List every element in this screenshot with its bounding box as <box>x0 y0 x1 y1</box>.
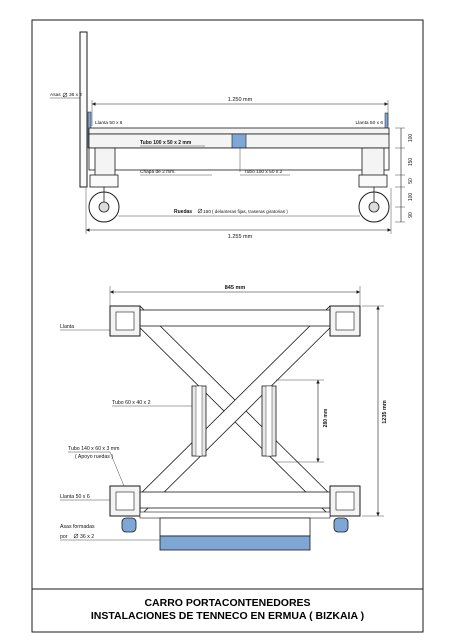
side-top-dim: 1.250 mm <box>227 97 253 103</box>
top-rail <box>110 310 360 326</box>
v-dim-1: 150 <box>408 157 414 167</box>
plan-tubo140-label: Tubo 140 x 60 x 3 mm <box>68 446 120 452</box>
title-line-1: CARRO PORTACONTENEDORES <box>144 597 311 609</box>
right-wheel-hub <box>369 202 379 212</box>
plan-asas-line2: por <box>60 534 68 540</box>
bottom-rail <box>110 492 360 508</box>
v-dim-3: 100 <box>408 192 414 202</box>
chassis-right-post <box>362 148 384 178</box>
bottom-plate <box>140 512 330 518</box>
ruedas-note: ( delanteras fijas, traseras giratorias ) <box>212 209 288 214</box>
wheel-left-plan <box>122 518 136 532</box>
plan-asas-dim: 36 x 2 <box>80 534 95 540</box>
plan-view <box>60 285 388 550</box>
left-wheel-hub <box>99 202 109 212</box>
right-wheel-bracket <box>359 175 387 187</box>
plan-asas-line1: Asas formadas <box>60 524 95 530</box>
ruedas-dim: 160 <box>203 210 212 215</box>
handle-frame <box>160 518 310 536</box>
side-view <box>50 32 414 240</box>
plan-apoyo-label: ( Apoyo ruedas ) <box>75 454 114 460</box>
llanta-right-label: Llanta 50 x 6 <box>355 121 383 126</box>
asas-dim: 36 x 2 <box>69 93 83 98</box>
asas-label: Asas <box>50 93 61 98</box>
llanta-left-label: Llanta 50 x 6 <box>95 121 123 126</box>
plan-280-dim: 280 mm <box>323 408 329 428</box>
v-dim-0: 100 <box>408 133 414 143</box>
platform-plate <box>89 128 389 134</box>
lower-chassis <box>89 148 389 170</box>
side-bottom-dim: 1.255 mm <box>227 234 253 240</box>
ruedas-label: Ruedas <box>174 209 193 215</box>
center-blue-block <box>232 134 246 148</box>
handle-post <box>80 32 87 187</box>
handle-blue-bar <box>160 536 310 550</box>
tubo-right-label: Tubo 100 x 50 x 2 <box>244 170 283 175</box>
wheel-right-plan <box>334 518 348 532</box>
v-dim-4: 90 <box>408 212 414 218</box>
title-line-2: INSTALACIONES DE TENNECO EN ERMUA ( BIZKAIA ) <box>90 610 365 622</box>
plan-llanta-label: Llanta <box>60 324 75 330</box>
tubo-main-label: Tubo 100 x 50 x 2 mm <box>140 140 192 146</box>
plan-tubo60-label: Tubo 60 x 40 x 2 <box>112 400 151 406</box>
plan-llanta50-label: Llanta 50 x 6 <box>60 494 90 500</box>
title-block <box>32 590 423 632</box>
chapa-label: Chapa de 2 mm. <box>140 170 176 175</box>
plan-1235-dim: 1235 mm <box>382 400 388 424</box>
plan-top-dim: 845 mm <box>224 285 246 291</box>
left-wheel-bracket <box>90 175 118 187</box>
chassis-left-post <box>95 148 115 178</box>
v-dim-2: 50 <box>408 178 414 184</box>
